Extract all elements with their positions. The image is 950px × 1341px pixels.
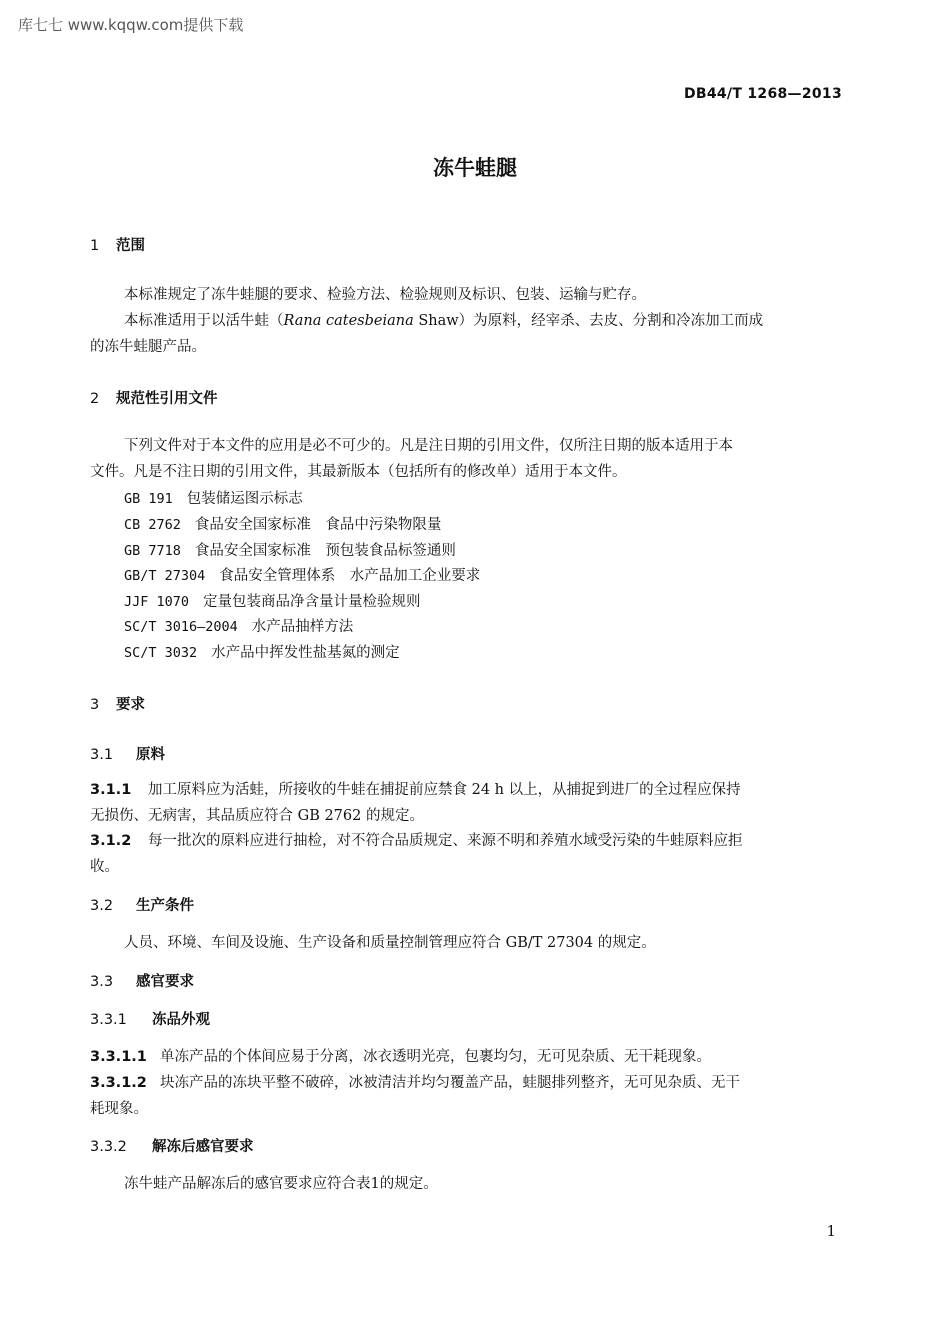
latin-species-name: Rana catesbeiana (283, 313, 414, 329)
clause-number: 3.3.1.2 (90, 1075, 147, 1091)
section-number: 3.1 (90, 747, 114, 763)
section-title: 规范性引用文件 (116, 391, 218, 407)
section-3-2-heading (90, 894, 194, 915)
section-1-heading (90, 234, 145, 255)
section-title: 感官要求 (136, 974, 194, 990)
clause-text: 每一批次的原料应进行抽检，对不符合品质规定、来源不明和养殖水域受污染的牛蛙原料应拒 (148, 833, 743, 849)
section-3-3-2-heading (90, 1135, 254, 1156)
section-number: 3.3.1 (90, 1012, 127, 1028)
section-title: 要求 (116, 697, 145, 713)
document-title: 冻牛蛙腿 (433, 156, 517, 180)
reference-title: 食品安全管理体系 水产品加工企业要求 (219, 568, 481, 584)
paragraph-continued: 收。 (90, 859, 119, 875)
paragraph-continued: 无损伤、无病害，其品质应符合 GB 2762 的规定。 (90, 808, 424, 824)
section-title: 解冻后感官要求 (152, 1139, 254, 1155)
paragraph: 本标准规定了冻牛蛙腿的要求、检验方法、检验规则及标识、包装、运输与贮存。 (124, 287, 646, 303)
clause-text: 块冻产品的冻块平整不破碎，冰被清洁并均匀覆盖产品，蛙腿排列整齐，无可见杂质、无干 (160, 1075, 740, 1091)
watermark-text: 库七七 www.kqqw.com提供下载 (18, 16, 244, 34)
clause-3-3-1-2 (90, 1071, 740, 1092)
clause-text: 加工原料应为活蛙，所接收的牛蛙在捕捉前应禁食 24 h 以上，从捕捉到进厂的全过程应保持 (148, 782, 741, 798)
reference-code: JJF 1070 (124, 594, 190, 610)
paragraph-continued: 耗现象。 (90, 1101, 148, 1117)
reference-code: CB 2762 (124, 517, 181, 533)
reference-item (124, 615, 353, 636)
section-number: 3.3 (90, 974, 114, 990)
reference-title: 水产品中挥发性盐基氮的测定 (211, 645, 400, 661)
reference-item (124, 539, 456, 560)
section-3-heading (90, 693, 145, 714)
reference-item (124, 564, 480, 585)
page-number: 1 (826, 1222, 836, 1240)
section-title: 原料 (136, 747, 165, 763)
reference-code: GB/T 27304 (124, 568, 206, 584)
reference-title: 食品安全国家标准 预包装食品标签通则 (194, 543, 456, 559)
clause-number: 3.1.2 (90, 833, 132, 849)
paragraph (124, 309, 763, 330)
reference-code: SC/T 3032 (124, 645, 198, 661)
section-number: 1 (90, 238, 100, 254)
section-number: 3.2 (90, 898, 114, 914)
reference-code: GB 7718 (124, 543, 181, 559)
clause-3-3-1-1 (90, 1045, 711, 1066)
clause-number: 3.3.1.1 (90, 1049, 147, 1065)
reference-item (124, 487, 303, 508)
reference-title: 定量包装商品净含量计量检验规则 (203, 594, 421, 610)
paragraph-continued: 文件。凡是不注日期的引用文件，其最新版本（包括所有的修改单）适用于本文件。 (90, 464, 627, 480)
paragraph: 下列文件对于本文件的应用是必不可少的。凡是注日期的引用文件，仅所注日期的版本适用于本 (124, 438, 733, 454)
reference-title: 包装储运图示标志 (186, 491, 303, 507)
section-number: 3.3.2 (90, 1139, 127, 1155)
text-run: 本标准适用于以活牛蛙（ (124, 313, 284, 329)
section-title: 范围 (116, 238, 145, 254)
clause-number: 3.1.1 (90, 782, 132, 798)
text-run: Shaw）为原料，经宰杀、去皮、分割和冷冻加工而成 (413, 313, 764, 329)
reference-item (124, 513, 441, 534)
section-2-heading (90, 387, 218, 408)
section-3-3-1-heading (90, 1008, 210, 1029)
section-3-3-heading (90, 970, 194, 991)
clause-3-1-1 (90, 778, 741, 799)
reference-title: 水产品抽样方法 (251, 619, 354, 635)
clause-text: 单冻产品的个体间应易于分离，冰衣透明光亮，包裹均匀，无可见杂质、无干耗现象。 (160, 1049, 711, 1065)
paragraph: 冻牛蛙产品解冻后的感官要求应符合表1的规定。 (124, 1176, 438, 1192)
section-title: 冻品外观 (152, 1012, 210, 1028)
reference-code: GB 191 (124, 491, 173, 507)
reference-item (124, 641, 400, 662)
reference-code: SC/T 3016—2004 (124, 619, 238, 635)
document-number: DB44/T 1268—2013 (683, 86, 842, 102)
paragraph-continued: 的冻牛蛙腿产品。 (90, 339, 206, 355)
clause-3-1-2 (90, 829, 743, 850)
reference-item (124, 590, 421, 611)
reference-title: 食品安全国家标准 食品中污染物限量 (194, 517, 442, 533)
section-number: 3 (90, 697, 100, 713)
section-title: 生产条件 (136, 898, 194, 914)
section-3-1-heading (90, 743, 165, 764)
paragraph: 人员、环境、车间及设施、生产设备和质量控制管理应符合 GB/T 27304 的规定。 (124, 935, 656, 951)
section-number: 2 (90, 391, 100, 407)
